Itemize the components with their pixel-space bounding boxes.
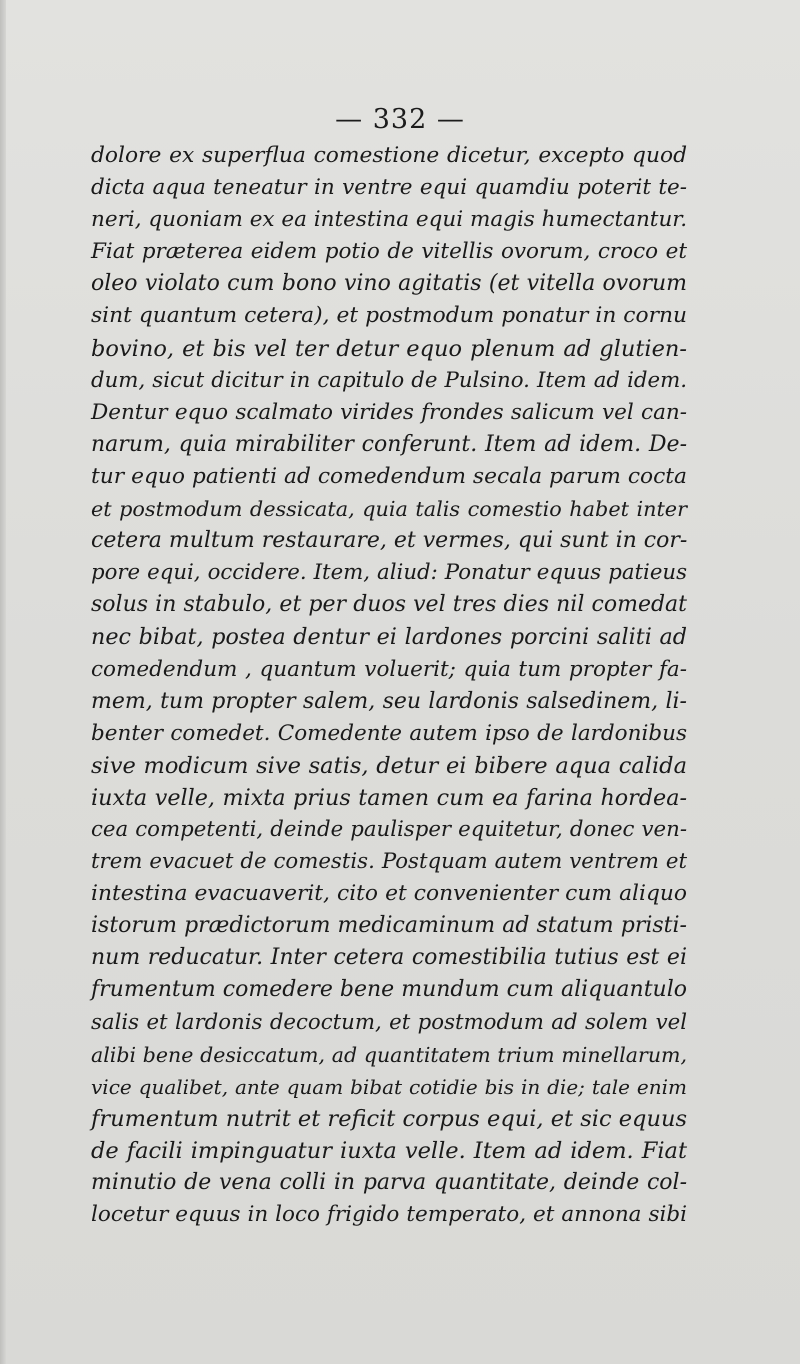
text-line: dum, sicut dicitur in capitulo de Pulsino. Item ad idem.	[91, 367, 687, 393]
text-line: intestina evacuaverit, cito et convenienter cum aliquo	[91, 881, 687, 907]
text-line: bovino, et bis vel ter detur equo plenum ad glutien-	[91, 335, 687, 362]
text-line: istorum prædictorum medicaminum ad statum pristi-	[91, 913, 687, 939]
body-text	[91, 140, 687, 1231]
text-line: salis et lardonis decoctum, et postmodum ad solem vel	[91, 1009, 687, 1035]
text-line: trem evacuet de comestis. Postquam autem ventrem et	[91, 849, 687, 875]
page-number: — 332 —	[335, 104, 465, 135]
text-line: num reducatur. Inter cetera comestibilia tutius est ei	[91, 945, 687, 971]
text-line: mem, tum propter salem, seu lardonis salsedinem, li-	[91, 688, 687, 714]
text-line: Fiat præterea eidem potio de vitellis ovorum, croco et	[91, 239, 687, 265]
text-line: cea competenti, deinde paulisper equitetur, donec ven-	[91, 816, 687, 842]
text-line: sive modicum sive satis, detur ei bibere aqua calida	[91, 752, 687, 779]
text-line: de facili impinguatur iuxta velle. Item ad idem. Fiat	[91, 1137, 687, 1164]
text-line: tur equo patienti ad comedendum secala parum cocta	[91, 463, 687, 489]
text-line: Dentur equo scalmato virides frondes salicum vel can-	[91, 399, 687, 425]
text-line: pore equi, occidere. Item, aliud: Ponatur equus patieus	[91, 560, 687, 586]
text-line: nec bibat, postea dentur ei lardones porcini saliti ad	[91, 624, 687, 651]
text-line: vice qualibet, ante quam bibat cotidie bis in die; tale enim	[91, 1074, 687, 1099]
text-line: neri, quoniam ex ea intestina equi magis humectantur.	[91, 207, 688, 233]
text-line: iuxta velle, mixta prius tamen cum ea farina hordea-	[91, 784, 687, 811]
text-line: et postmodum dessicata, quia talis comestio habet inter	[91, 497, 687, 522]
text-line: oleo violato cum bono vino agitatis (et vitella ovorum	[91, 271, 687, 297]
text-line: locetur equus in loco frigido temperato, et annona sibi	[91, 1202, 687, 1228]
text-line: alibi bene desiccatum, ad quantitatem trium minellarum,	[91, 1042, 687, 1067]
text-line: frumentum comedere bene mundum cum aliquantulo	[91, 977, 687, 1003]
text-line: comedendum , quantum voluerit; quia tum propter fa-	[91, 656, 687, 682]
text-line: frumentum nutrit et reficit corpus equi, et sic equus	[91, 1105, 687, 1132]
text-line: narum, quia mirabiliter conferunt. Item ad idem. De-	[91, 431, 687, 457]
page-binding-edge	[0, 0, 6, 1364]
text-line: minutio de vena colli in parva quantitate, deinde col-	[91, 1170, 687, 1195]
text-line: benter comedet. Comedente autem ipso de lardonibus	[91, 720, 687, 746]
text-line: sint quantum cetera), et postmodum ponatur in cornu	[91, 303, 687, 329]
text-line: dolore ex superflua comestione dicetur, excepto quod	[91, 143, 687, 168]
text-line: dicta aqua teneatur in ventre equi quamdiu poterit te-	[91, 175, 687, 201]
text-line: solus in stabulo, et per duos vel tres dies nil comedat	[91, 592, 687, 618]
text-line: cetera multum restaurare, et vermes, qui sunt in cor-	[91, 528, 688, 554]
